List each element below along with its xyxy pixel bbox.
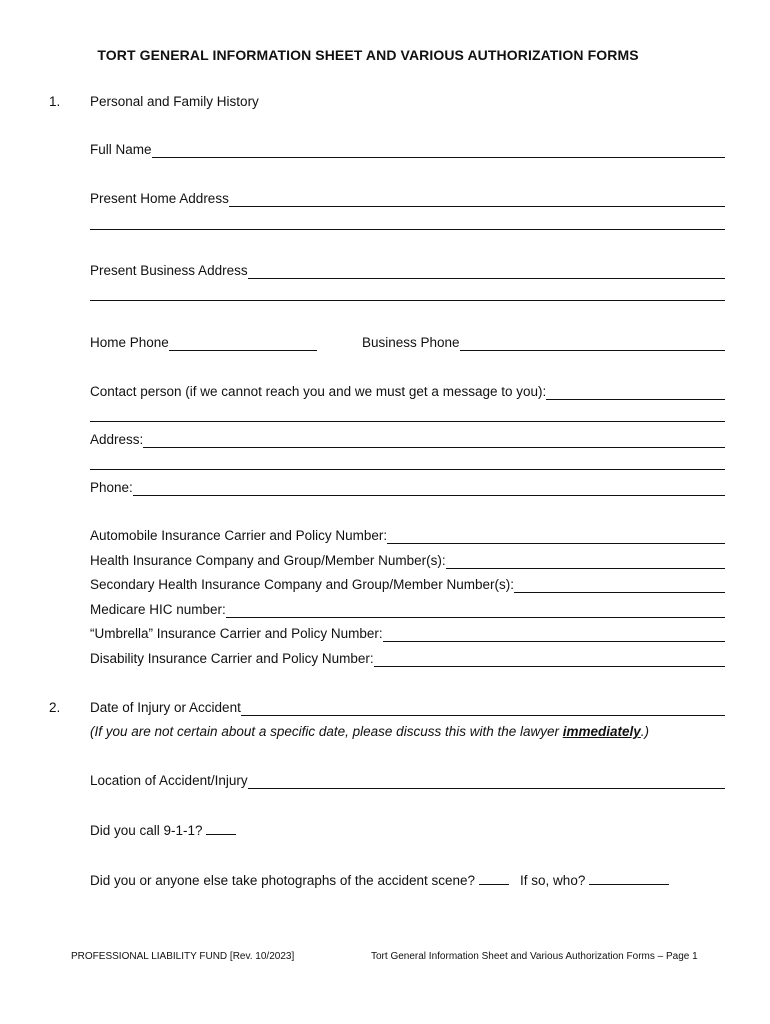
section-2-number: 2. [49, 700, 61, 715]
business-phone-field[interactable] [362, 335, 725, 351]
contact-person-field[interactable] [90, 384, 725, 400]
home-phone-blank[interactable] [169, 337, 317, 351]
date-note-emphasis: immediately [562, 724, 641, 739]
medicare-field[interactable] [90, 602, 725, 618]
call-911-field[interactable] [90, 822, 236, 839]
call-911-blank[interactable] [206, 822, 236, 835]
business-address-label: Present Business Address [90, 263, 248, 278]
contact-person-blank[interactable] [546, 386, 725, 400]
footer-right: Tort General Information Sheet and Various Authorization Forms – Page 1 [371, 951, 698, 962]
contact-person-label: Contact person (if we cannot reach you and we must get a message to you): [90, 384, 547, 399]
home-phone-label: Home Phone [90, 335, 169, 350]
contact-address-label: Address: [90, 432, 144, 447]
contact-address-field[interactable] [90, 432, 725, 448]
secondary-health-blank[interactable] [514, 579, 725, 593]
disability-insurance-label: Disability Insurance Carrier and Policy Number: [90, 651, 374, 666]
health-insurance-field[interactable] [90, 553, 725, 569]
auto-insurance-field[interactable] [90, 528, 725, 544]
medicare-blank[interactable] [226, 604, 725, 618]
medicare-label: Medicare HIC number: [90, 602, 226, 617]
section-1-number: 1. [49, 94, 61, 109]
call-911-label: Did you call 9-1-1? [90, 823, 203, 838]
date-note-text: (If you are not certain about a specific date, please discuss this with the lawyer [90, 724, 563, 739]
home-address-field[interactable] [90, 191, 725, 207]
photographs-blank[interactable] [479, 872, 509, 885]
home-address-blank[interactable] [229, 193, 725, 207]
date-note [90, 724, 649, 740]
umbrella-insurance-label: “Umbrella” Insurance Carrier and Policy Number: [90, 626, 383, 641]
business-address-blank[interactable] [248, 265, 725, 279]
section-1-heading: Personal and Family History [90, 94, 259, 109]
secondary-health-field[interactable] [90, 577, 725, 593]
health-insurance-blank[interactable] [446, 555, 725, 569]
business-address-blank-line-2[interactable] [90, 300, 725, 301]
contact-phone-label: Phone: [90, 480, 133, 495]
accident-location-field[interactable] [90, 773, 725, 789]
full-name-field[interactable] [90, 142, 725, 158]
business-address-field[interactable] [90, 263, 725, 279]
document-title: TORT GENERAL INFORMATION SHEET AND VARIOUS AUTHORIZATION FORMS [97, 47, 639, 63]
home-address-blank-line-2[interactable] [90, 229, 725, 230]
accident-location-label: Location of Accident/Injury [90, 773, 248, 788]
disability-insurance-blank[interactable] [374, 653, 725, 667]
accident-location-blank[interactable] [248, 775, 725, 789]
footer-left: PROFESSIONAL LIABILITY FUND [Rev. 10/2023] [71, 951, 295, 962]
date-note-end: .) [640, 724, 650, 739]
business-phone-label: Business Phone [362, 335, 460, 350]
contact-address-blank[interactable] [143, 434, 725, 448]
health-insurance-label: Health Insurance Company and Group/Member Number(s): [90, 553, 446, 568]
contact-phone-blank[interactable] [133, 482, 725, 496]
full-name-label: Full Name [90, 142, 152, 157]
photographer-blank[interactable] [589, 872, 669, 885]
secondary-health-label: Secondary Health Insurance Company and Group/Member Number(s): [90, 577, 514, 592]
umbrella-insurance-blank[interactable] [383, 628, 725, 642]
date-of-injury-label: Date of Injury or Accident [90, 700, 241, 715]
contact-address-blank-line-2[interactable] [90, 469, 725, 470]
full-name-blank[interactable] [152, 144, 725, 158]
home-address-label: Present Home Address [90, 191, 229, 206]
contact-person-blank-line-2[interactable] [90, 421, 725, 422]
date-of-injury-blank[interactable] [241, 702, 725, 716]
photographer-label: If so, who? [520, 873, 586, 888]
photographs-label: Did you or anyone else take photographs of the accident scene? [90, 873, 476, 888]
umbrella-insurance-field[interactable] [90, 626, 725, 642]
photographs-field[interactable] [90, 872, 669, 889]
contact-phone-field[interactable] [90, 480, 725, 496]
auto-insurance-blank[interactable] [387, 530, 725, 544]
auto-insurance-label: Automobile Insurance Carrier and Policy Number: [90, 528, 388, 543]
date-of-injury-field[interactable] [90, 700, 725, 716]
business-phone-blank[interactable] [460, 337, 725, 351]
home-phone-field[interactable] [90, 335, 317, 351]
disability-insurance-field[interactable] [90, 651, 725, 667]
